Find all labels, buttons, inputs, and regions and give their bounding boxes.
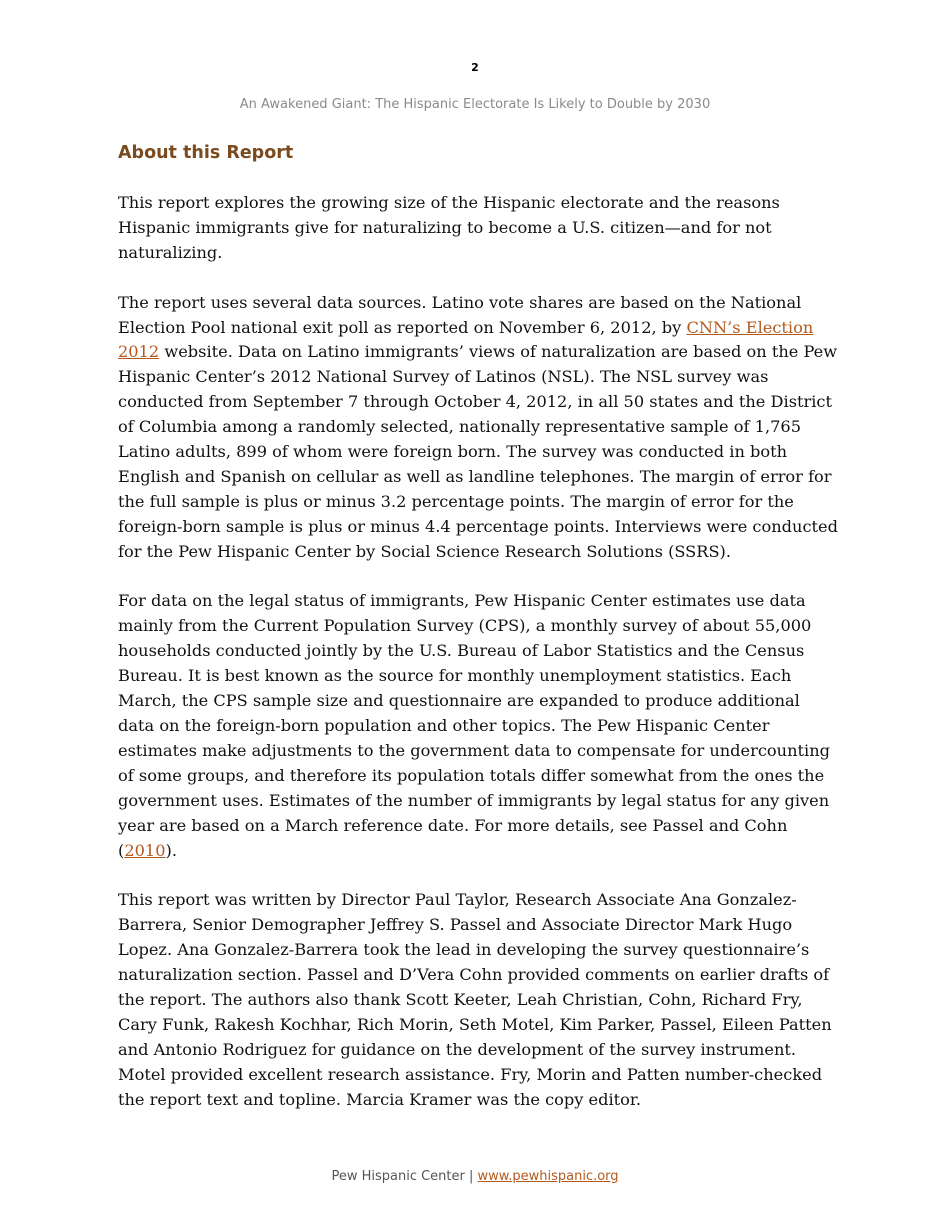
section-title: About this Report — [118, 143, 294, 163]
paragraph-intro — [118, 191, 838, 266]
footer-separator: | — [464, 1169, 478, 1184]
footer-org: Pew Hispanic Center — [331, 1169, 465, 1184]
page-number: 2 — [471, 61, 479, 74]
paragraph-data-sources-text-1: The report uses several data sources. Latino vote shares are based on the National Election Pool national exit poll as reported on November 6, 2012, by — [118, 292, 802, 337]
cnn-election-link[interactable]: CNN’s Election 2012 — [118, 317, 814, 362]
report-body — [118, 191, 838, 1137]
paragraph-data-sources — [118, 291, 838, 565]
footer-website-link[interactable]: www.pewhispanic.org — [477, 1169, 619, 1184]
passel-cohn-2010-link[interactable]: 2010 — [124, 840, 166, 860]
paragraph-legal-status — [118, 589, 838, 863]
paragraph-legal-status-text-2: ). — [165, 840, 177, 860]
paragraph-data-sources-text-2: website. Data on Latino immigrants’ views of naturalization are based on the Pew Hispanic Center’s 2012 National Survey of Latinos (NSL). The NSL survey was conducted from September 7 through October 4, 2012, in all 50 states and the District of Columbia among a randomly selected, nationally representative sample of 1,765 Latino adults, 899 of whom were foreign born. The survey was conducted in both English and Spanish on cellular as well as landline telephones. The margin of error for the full sample is plus or minus 3.2 percentage points. The margin of error for the foreign-born sample is plus or minus 4.4 percentage points. Interviews were conducted for the Pew Hispanic Center by Social Science Research Solutions (SSRS). — [118, 342, 838, 561]
page-footer — [0, 1169, 950, 1184]
paragraph-authors-text: This report was written by Director Paul Taylor, Research Associate Ana Gonzalez-Barrera, Senior Demographer Jeffrey S. Passel and Associate Director Mark Hugo Lopez. Ana Gonzalez-Barrera took the lead in developing the survey questionnaire’s naturalization section. Passel and D’Vera Cohn provided comments on earlier drafts of the report. The authors also thank Scott Keeter, Leah Christian, Cohn, Richard Fry, Cary Funk, Rakesh Kochhar, Rich Morin, Seth Motel, Kim Parker, Passel, Eileen Patten and Antonio Rodriguez for guidance on the development of the survey instrument. Motel provided excellent research assistance. Fry, Morin and Patten number-checked the report text and topline. Marcia Kramer was the copy editor. — [118, 890, 832, 1109]
running-header: An Awakened Giant: The Hispanic Electorate Is Likely to Double by 2030 — [239, 97, 711, 112]
paragraph-intro-text: This report explores the growing size of the Hispanic electorate and the reasons Hispanic immigrants give for naturalizing to become a U.S. citizen—and for not naturalizing. — [118, 193, 780, 262]
paragraph-legal-status-text-1: For data on the legal status of immigrants, Pew Hispanic Center estimates use data mainly from the Current Population Survey (CPS), a monthly survey of about 55,000 households conducted jointly by the U.S. Bureau of Labor Statistics and the Census Bureau. It is best known as the source for monthly unemployment statistics. Each March, the CPS sample size and questionnaire are expanded to produce additional data on the foreign-born population and other topics. The Pew Hispanic Center estimates make adjustments to the government data to compensate for undercounting of some groups, and therefore its population totals differ somewhat from the ones the government uses. Estimates of the number of immigrants by legal status for any given year are based on a March reference date. For more details, see Passel and Cohn ( — [118, 591, 830, 860]
paragraph-authors — [118, 888, 838, 1112]
